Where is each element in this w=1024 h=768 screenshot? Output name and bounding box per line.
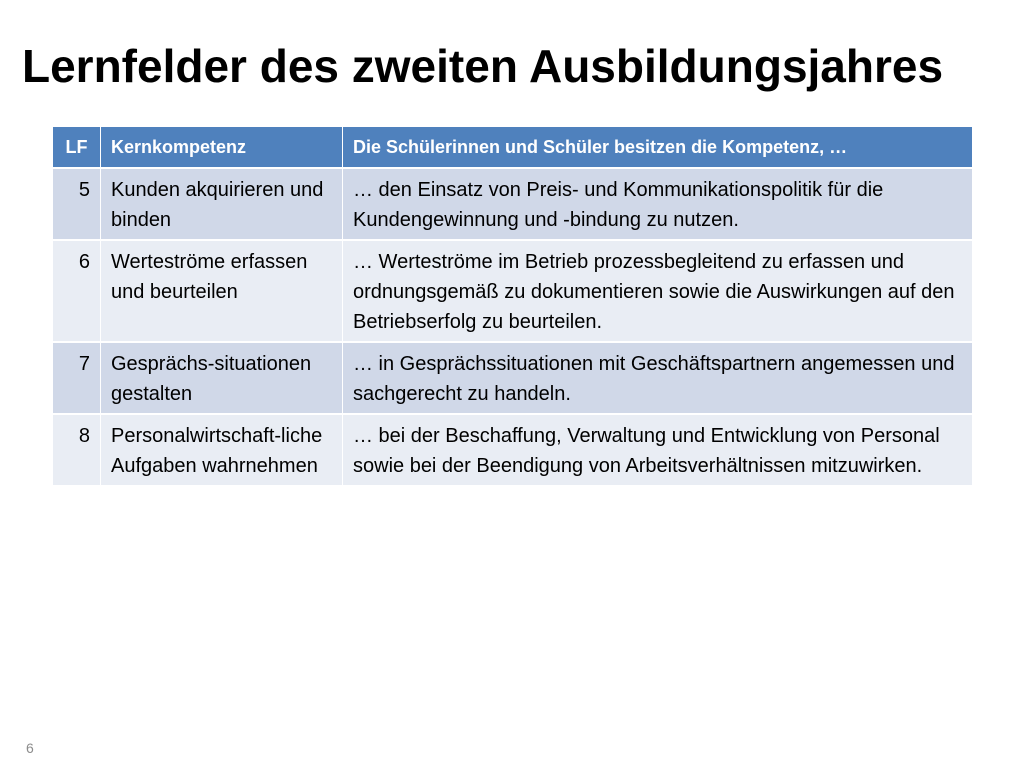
cell-lf: 7 bbox=[53, 342, 101, 414]
page-number: 6 bbox=[26, 740, 34, 756]
learning-fields-table bbox=[52, 126, 973, 487]
header-kompetenz: Die Schülerinnen und Schüler besitzen die Kompetenz, … bbox=[343, 127, 973, 169]
cell-kernkompetenz: Kunden akquirieren und binden bbox=[101, 168, 343, 240]
cell-kernkompetenz: Personalwirtschaft-liche Aufgaben wahrnehmen bbox=[101, 414, 343, 486]
cell-kompetenz: … bei der Beschaffung, Verwaltung und Entwicklung von Personal sowie bei der Beendigung von Arbeitsverhältnissen mitzuwirken. bbox=[343, 414, 973, 486]
cell-kompetenz: … Werteströme im Betrieb prozessbegleitend zu erfassen und ordnungsgemäß zu dokumentieren sowie die Auswirkungen auf den Betriebserfolg zu beurteilen. bbox=[343, 240, 973, 342]
table-row bbox=[53, 342, 973, 414]
table-header-row bbox=[53, 127, 973, 169]
cell-lf: 5 bbox=[53, 168, 101, 240]
header-kernkompetenz: Kernkompetenz bbox=[101, 127, 343, 169]
cell-kompetenz: … den Einsatz von Preis- und Kommunikationspolitik für die Kundengewinnung und -bindung zu nutzen. bbox=[343, 168, 973, 240]
table-row bbox=[53, 168, 973, 240]
slide-title: Lernfelder des zweiten Ausbildungsjahres bbox=[22, 40, 944, 92]
cell-kompetenz: … in Gesprächssituationen mit Geschäftspartnern angemessen und sachgerecht zu handeln. bbox=[343, 342, 973, 414]
cell-lf: 8 bbox=[53, 414, 101, 486]
table-row bbox=[53, 240, 973, 342]
cell-kernkompetenz: Gesprächs-situationen gestalten bbox=[101, 342, 343, 414]
table-row bbox=[53, 414, 973, 486]
cell-kernkompetenz: Werteströme erfassen und beurteilen bbox=[101, 240, 343, 342]
header-lf: LF bbox=[53, 127, 101, 169]
cell-lf: 6 bbox=[53, 240, 101, 342]
